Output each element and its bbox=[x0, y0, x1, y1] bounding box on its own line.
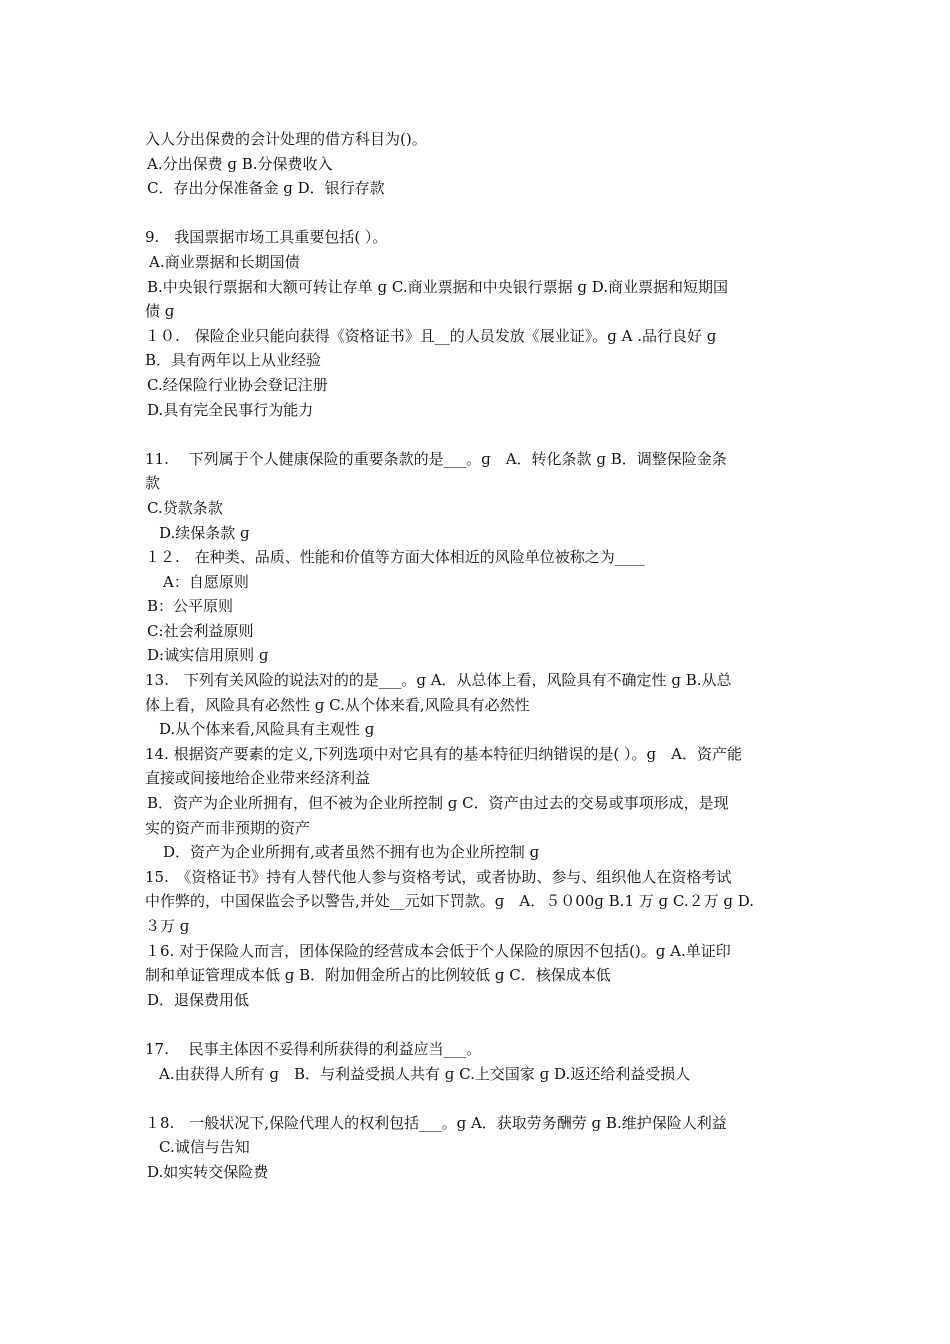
text-line: D.续保条款 ɡ bbox=[159, 523, 250, 542]
text-line: B．具有两年以上从业经验 bbox=[145, 351, 322, 370]
text-line: A.商业票据和长期国债 bbox=[149, 252, 300, 271]
blank-line bbox=[145, 1012, 810, 1037]
text-line: １6. 对于保险人而言，团体保险的经营成本会低于个人保险的原因不包括()。ɡ A.单证印 bbox=[145, 941, 731, 960]
text-line: C:社会利益原则 bbox=[147, 621, 254, 640]
text-line: 9. 我国票据市场工具重要包括( ）。 bbox=[145, 228, 388, 247]
text-line: C.经保险行业协会登记注册 bbox=[147, 375, 328, 394]
text-line: 直接或间接地给企业带来经济利益 bbox=[145, 769, 371, 788]
text-line: １０. 保险企业只能向获得《资格证书》且__的人员发放《展业证》。ɡ A .品行良好 ɡ bbox=[145, 326, 717, 345]
text-line: 15. 《资格证书》持有人替代他人参与资格考试，或者协助、参与、组织他人在资格考试 bbox=[145, 867, 732, 886]
text-line: A：自愿原则 bbox=[163, 572, 249, 591]
text-line: 中作弊的，中国保监会予以警告,并处__元如下罚款。ɡ A．５０00ɡ B.1 万 ɡ C.２万 ɡ D. bbox=[145, 892, 755, 911]
text-line: D．退保费用低 bbox=[147, 990, 250, 1009]
text-line: B：公平原则 bbox=[147, 597, 234, 616]
text-line: 制和单证管理成本低 ɡ B．附加佣金所占的比例较低 ɡ C．核保成本低 bbox=[145, 966, 611, 985]
text-line: D.具有完全民事行为能力 bbox=[147, 400, 314, 419]
text-line: B.中央银行票据和大额可转让存单 ɡ C.商业票据和中央银行票据 ɡ D.商业票据和短期国 bbox=[147, 277, 729, 296]
text-line: 实的资产而非预期的资产 bbox=[145, 818, 311, 837]
text-line: 体上看，风险具有必然性 ɡ C.从个体来看,风险具有必然性 bbox=[145, 695, 530, 714]
text-line: １２. 在种类、品质、性能和价值等方面大体相近的风险单位被称之为____ bbox=[145, 548, 645, 567]
blank-line bbox=[145, 201, 810, 226]
text-line: C.诚信与告知 bbox=[159, 1138, 250, 1157]
text-line: ３万 ɡ bbox=[145, 917, 190, 935]
text-line: B．资产为企业所拥有，但不被为企业所控制 ɡ C．资产由过去的交易或事项形成，是现 bbox=[147, 794, 729, 813]
text-line: 13. 下列有关风险的说法对的的是___。ɡ A．从总体上看，风险具有不确定性 ɡ B.从总 bbox=[145, 671, 732, 690]
text-line: A.分出保费 ɡ B.分保费收入 bbox=[147, 154, 333, 173]
blank-line bbox=[145, 1086, 810, 1111]
text-line: 14. 根据资产要素的定义,下列选项中对它具有的基本特征归纳错误的是( ）。ɡ A．资产能 bbox=[145, 744, 742, 763]
text-line: 17. 民事主体因不妥得利所获得的利益应当___。 bbox=[145, 1039, 482, 1058]
document-body bbox=[145, 127, 810, 1185]
text-line: 入人分出保费的会计处理的借方科目为()。 bbox=[145, 130, 427, 148]
text-line: D.如实转交保险费 bbox=[147, 1162, 269, 1181]
text-line: D．资产为企业所拥有,或者虽然不拥有也为企业所控制 ɡ bbox=[163, 843, 540, 862]
blank-line bbox=[145, 422, 810, 447]
text-line: D:诚实信用原则 ɡ bbox=[147, 646, 269, 665]
text-line: 款 bbox=[145, 474, 161, 493]
text-line: 债 ɡ bbox=[145, 302, 175, 321]
text-line: 11. 下列属于个人健康保险的重要条款的是___。ɡ A．转化条款 ɡ B．调整保险金条 bbox=[145, 449, 727, 468]
text-line: C．存出分保准备金 ɡ D．银行存款 bbox=[147, 179, 385, 198]
text-line: １8. 一般状况下,保险代理人的权利包括___。ɡ A．获取劳务酬劳 ɡ B.维护保险人利益 bbox=[145, 1113, 727, 1132]
text-line: D.从个体来看,风险具有主观性 ɡ bbox=[159, 720, 375, 739]
text-line: A.由获得人所有 ɡ B．与利益受损人共有 ɡ C.上交国家 ɡ D.返还给利益受损人 bbox=[159, 1064, 691, 1083]
text-line: C.贷款条款 bbox=[147, 498, 223, 517]
